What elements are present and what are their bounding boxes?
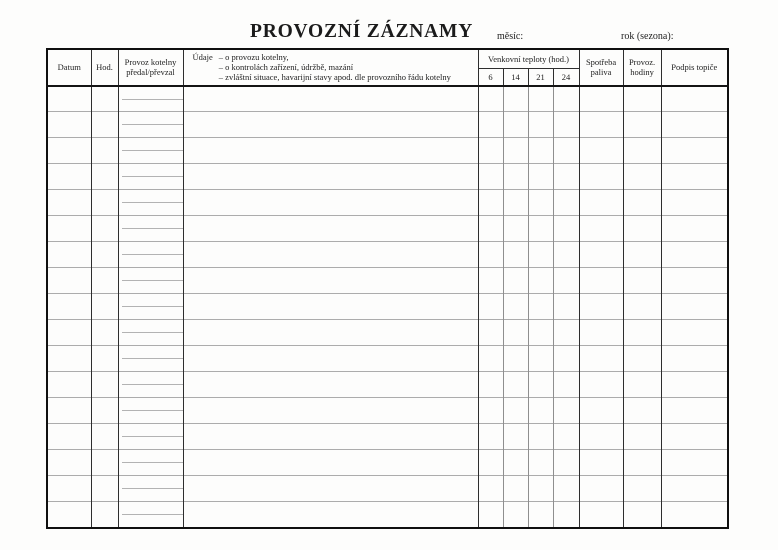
cell-hod bbox=[91, 190, 118, 216]
table-row bbox=[47, 216, 728, 242]
table-row bbox=[47, 320, 728, 346]
cell-datum bbox=[47, 242, 91, 268]
cell-udaje bbox=[183, 138, 478, 164]
cell-temp-21 bbox=[528, 398, 553, 424]
cell-temp-24 bbox=[553, 372, 579, 398]
cell-provoz-hodiny bbox=[623, 190, 661, 216]
cell-provoz bbox=[118, 268, 183, 294]
cell-provoz bbox=[118, 320, 183, 346]
cell-udaje bbox=[183, 294, 478, 320]
cell-podpis bbox=[661, 242, 728, 268]
cell-udaje bbox=[183, 216, 478, 242]
cell-temp-24 bbox=[553, 346, 579, 372]
cell-provoz bbox=[118, 216, 183, 242]
cell-temp-24 bbox=[553, 398, 579, 424]
col-header-spotreba bbox=[579, 49, 623, 86]
cell-temp-6 bbox=[478, 476, 503, 502]
table-row bbox=[47, 502, 728, 528]
cell-provoz bbox=[118, 86, 183, 112]
udaje-item: – o kontrolách zařízení, údržbě, mazání bbox=[218, 62, 354, 73]
cell-temp-24 bbox=[553, 320, 579, 346]
cell-temp-21 bbox=[528, 138, 553, 164]
cell-udaje bbox=[183, 476, 478, 502]
cell-temp-24 bbox=[553, 294, 579, 320]
cell-temp-6 bbox=[478, 242, 503, 268]
cell-temp-6 bbox=[478, 372, 503, 398]
cell-temp-6 bbox=[478, 216, 503, 242]
col-header-provoz-hodiny bbox=[623, 49, 661, 86]
cell-podpis bbox=[661, 450, 728, 476]
col-header-datum: Datum bbox=[47, 49, 91, 86]
cell-datum bbox=[47, 190, 91, 216]
cell-podpis bbox=[661, 190, 728, 216]
col-header-podpis: Podpis topiče bbox=[661, 49, 728, 86]
cell-temp-21 bbox=[528, 372, 553, 398]
cell-provoz bbox=[118, 450, 183, 476]
month-label: měsíc: bbox=[497, 31, 524, 42]
cell-udaje bbox=[183, 242, 478, 268]
table-row bbox=[47, 476, 728, 502]
cell-podpis bbox=[661, 216, 728, 242]
cell-hod bbox=[91, 294, 118, 320]
cell-provoz-hodiny bbox=[623, 320, 661, 346]
cell-temp-21 bbox=[528, 294, 553, 320]
cell-temp-14 bbox=[503, 424, 528, 450]
cell-temp-24 bbox=[553, 164, 579, 190]
cell-datum bbox=[47, 138, 91, 164]
cell-spotreba bbox=[579, 294, 623, 320]
table-row bbox=[47, 242, 728, 268]
cell-provoz bbox=[118, 138, 183, 164]
cell-hod bbox=[91, 450, 118, 476]
cell-spotreba bbox=[579, 450, 623, 476]
cell-hod bbox=[91, 216, 118, 242]
cell-provoz bbox=[118, 372, 183, 398]
cell-temp-24 bbox=[553, 138, 579, 164]
col-header-venkovni-teploty: Venkovní teploty (hod.) bbox=[478, 49, 579, 69]
table-row bbox=[47, 398, 728, 424]
cell-hod bbox=[91, 372, 118, 398]
udaje-header-content bbox=[193, 52, 474, 83]
predal-prevzal-divider bbox=[122, 280, 183, 281]
predal-prevzal-divider bbox=[122, 332, 183, 333]
cell-provoz bbox=[118, 242, 183, 268]
cell-datum bbox=[47, 164, 91, 190]
cell-provoz-hodiny bbox=[623, 398, 661, 424]
cell-temp-6 bbox=[478, 112, 503, 138]
cell-temp-6 bbox=[478, 190, 503, 216]
cell-temp-6 bbox=[478, 398, 503, 424]
cell-podpis bbox=[661, 424, 728, 450]
cell-spotreba bbox=[579, 424, 623, 450]
predal-prevzal-divider bbox=[122, 202, 183, 203]
cell-temp-24 bbox=[553, 86, 579, 112]
col-header-temp-6: 6 bbox=[478, 69, 503, 86]
predal-prevzal-divider bbox=[122, 124, 183, 125]
cell-temp-24 bbox=[553, 502, 579, 528]
udaje-item: – o provozu kotelny, bbox=[218, 52, 289, 62]
cell-temp-21 bbox=[528, 502, 553, 528]
cell-temp-21 bbox=[528, 242, 553, 268]
cell-podpis bbox=[661, 502, 728, 528]
predal-prevzal-divider bbox=[122, 176, 183, 177]
cell-datum bbox=[47, 320, 91, 346]
col-header-temp-21: 21 bbox=[528, 69, 553, 86]
cell-temp-14 bbox=[503, 398, 528, 424]
cell-udaje bbox=[183, 320, 478, 346]
cell-temp-6 bbox=[478, 268, 503, 294]
cell-spotreba bbox=[579, 164, 623, 190]
cell-temp-21 bbox=[528, 476, 553, 502]
cell-podpis bbox=[661, 112, 728, 138]
table-row bbox=[47, 294, 728, 320]
cell-spotreba bbox=[579, 268, 623, 294]
cell-hod bbox=[91, 476, 118, 502]
cell-temp-24 bbox=[553, 424, 579, 450]
cell-podpis bbox=[661, 268, 728, 294]
cell-datum bbox=[47, 268, 91, 294]
predal-prevzal-divider bbox=[122, 488, 183, 489]
cell-temp-6 bbox=[478, 320, 503, 346]
cell-provoz bbox=[118, 346, 183, 372]
cell-temp-6 bbox=[478, 346, 503, 372]
col-header-hod: Hod. bbox=[91, 49, 118, 86]
predal-prevzal-divider bbox=[122, 384, 183, 385]
cell-spotreba bbox=[579, 476, 623, 502]
cell-hod bbox=[91, 268, 118, 294]
cell-podpis bbox=[661, 398, 728, 424]
cell-hod bbox=[91, 502, 118, 528]
cell-spotreba bbox=[579, 320, 623, 346]
cell-spotreba bbox=[579, 138, 623, 164]
cell-temp-14 bbox=[503, 476, 528, 502]
cell-provoz-hodiny bbox=[623, 502, 661, 528]
cell-provoz bbox=[118, 294, 183, 320]
col-header-temp-14: 14 bbox=[503, 69, 528, 86]
cell-spotreba bbox=[579, 502, 623, 528]
predal-prevzal-divider bbox=[122, 410, 183, 411]
cell-temp-14 bbox=[503, 86, 528, 112]
cell-temp-14 bbox=[503, 138, 528, 164]
cell-udaje bbox=[183, 424, 478, 450]
cell-temp-21 bbox=[528, 268, 553, 294]
cell-udaje bbox=[183, 372, 478, 398]
cell-provoz-hodiny bbox=[623, 216, 661, 242]
spotreba-line1: Spotřeba bbox=[585, 57, 617, 68]
cell-provoz-hodiny bbox=[623, 242, 661, 268]
cell-temp-24 bbox=[553, 268, 579, 294]
cell-datum bbox=[47, 86, 91, 112]
predal-prevzal-divider bbox=[122, 228, 183, 229]
cell-provoz-hodiny bbox=[623, 294, 661, 320]
cell-hod bbox=[91, 320, 118, 346]
cell-temp-24 bbox=[553, 216, 579, 242]
cell-temp-14 bbox=[503, 164, 528, 190]
cell-temp-14 bbox=[503, 112, 528, 138]
cell-datum bbox=[47, 450, 91, 476]
cell-temp-21 bbox=[528, 424, 553, 450]
cell-podpis bbox=[661, 320, 728, 346]
cell-temp-24 bbox=[553, 476, 579, 502]
cell-provoz bbox=[118, 398, 183, 424]
cell-temp-6 bbox=[478, 86, 503, 112]
cell-temp-24 bbox=[553, 190, 579, 216]
cell-temp-21 bbox=[528, 320, 553, 346]
cell-provoz bbox=[118, 190, 183, 216]
cell-hod bbox=[91, 138, 118, 164]
cell-datum bbox=[47, 424, 91, 450]
cell-udaje bbox=[183, 190, 478, 216]
cell-temp-14 bbox=[503, 502, 528, 528]
cell-udaje bbox=[183, 398, 478, 424]
cell-temp-6 bbox=[478, 164, 503, 190]
year-label: rok (sezona): bbox=[621, 31, 674, 42]
cell-temp-21 bbox=[528, 190, 553, 216]
table-row bbox=[47, 346, 728, 372]
cell-temp-14 bbox=[503, 320, 528, 346]
cell-hod bbox=[91, 398, 118, 424]
table-row bbox=[47, 86, 728, 112]
cell-temp-6 bbox=[478, 294, 503, 320]
cell-provoz bbox=[118, 502, 183, 528]
cell-datum bbox=[47, 502, 91, 528]
cell-provoz-hodiny bbox=[623, 372, 661, 398]
cell-spotreba bbox=[579, 190, 623, 216]
cell-udaje bbox=[183, 502, 478, 528]
cell-temp-21 bbox=[528, 216, 553, 242]
table-row bbox=[47, 424, 728, 450]
cell-temp-14 bbox=[503, 294, 528, 320]
cell-temp-21 bbox=[528, 450, 553, 476]
cell-temp-14 bbox=[503, 450, 528, 476]
table-row bbox=[47, 190, 728, 216]
cell-datum bbox=[47, 112, 91, 138]
cell-temp-14 bbox=[503, 242, 528, 268]
cell-temp-21 bbox=[528, 164, 553, 190]
udaje-label: Údaje bbox=[192, 52, 213, 62]
records-table bbox=[46, 48, 729, 529]
predal-prevzal-divider bbox=[122, 462, 183, 463]
table-row bbox=[47, 164, 728, 190]
predal-prevzal-divider bbox=[122, 99, 183, 100]
cell-provoz bbox=[118, 476, 183, 502]
cell-provoz-hodiny bbox=[623, 86, 661, 112]
cell-temp-6 bbox=[478, 138, 503, 164]
cell-spotreba bbox=[579, 112, 623, 138]
cell-spotreba bbox=[579, 398, 623, 424]
predal-prevzal-divider bbox=[122, 306, 183, 307]
table-row bbox=[47, 112, 728, 138]
cell-podpis bbox=[661, 476, 728, 502]
cell-spotreba bbox=[579, 372, 623, 398]
cell-podpis bbox=[661, 372, 728, 398]
udaje-items bbox=[219, 52, 451, 83]
cell-udaje bbox=[183, 164, 478, 190]
col-header-temp-24: 24 bbox=[553, 69, 579, 86]
cell-udaje bbox=[183, 268, 478, 294]
col-header-udaje bbox=[183, 49, 478, 86]
cell-provoz bbox=[118, 112, 183, 138]
cell-datum bbox=[47, 216, 91, 242]
cell-udaje bbox=[183, 450, 478, 476]
provoz-kotelny-line2: předal/převzal bbox=[126, 67, 175, 78]
provoz-hodiny-line1: Provoz. bbox=[628, 57, 656, 68]
predal-prevzal-divider bbox=[122, 358, 183, 359]
cell-provoz bbox=[118, 164, 183, 190]
records-table-body bbox=[47, 86, 728, 528]
cell-podpis bbox=[661, 86, 728, 112]
cell-temp-14 bbox=[503, 190, 528, 216]
cell-datum bbox=[47, 398, 91, 424]
spotreba-line2: paliva bbox=[590, 67, 612, 78]
cell-provoz-hodiny bbox=[623, 450, 661, 476]
provoz-hodiny-line2: hodiny bbox=[630, 67, 654, 78]
cell-podpis bbox=[661, 138, 728, 164]
cell-spotreba bbox=[579, 216, 623, 242]
cell-temp-24 bbox=[553, 242, 579, 268]
table-row bbox=[47, 268, 728, 294]
cell-udaje bbox=[183, 346, 478, 372]
cell-hod bbox=[91, 86, 118, 112]
predal-prevzal-divider bbox=[122, 436, 183, 437]
cell-hod bbox=[91, 112, 118, 138]
col-header-provoz-kotelny bbox=[118, 49, 183, 86]
cell-datum bbox=[47, 372, 91, 398]
cell-provoz-hodiny bbox=[623, 424, 661, 450]
cell-spotreba bbox=[579, 242, 623, 268]
cell-hod bbox=[91, 424, 118, 450]
cell-spotreba bbox=[579, 86, 623, 112]
cell-hod bbox=[91, 346, 118, 372]
table-row bbox=[47, 372, 728, 398]
predal-prevzal-divider bbox=[122, 150, 183, 151]
cell-temp-6 bbox=[478, 450, 503, 476]
cell-temp-24 bbox=[553, 112, 579, 138]
cell-hod bbox=[91, 242, 118, 268]
cell-temp-21 bbox=[528, 346, 553, 372]
cell-podpis bbox=[661, 164, 728, 190]
cell-udaje bbox=[183, 112, 478, 138]
page-title: PROVOZNÍ ZÁZNAMY bbox=[250, 21, 474, 42]
cell-temp-14 bbox=[503, 216, 528, 242]
cell-provoz-hodiny bbox=[623, 476, 661, 502]
cell-temp-21 bbox=[528, 86, 553, 112]
cell-temp-14 bbox=[503, 346, 528, 372]
cell-provoz-hodiny bbox=[623, 112, 661, 138]
cell-temp-14 bbox=[503, 372, 528, 398]
cell-datum bbox=[47, 346, 91, 372]
cell-spotreba bbox=[579, 346, 623, 372]
cell-podpis bbox=[661, 346, 728, 372]
table-row bbox=[47, 138, 728, 164]
predal-prevzal-divider bbox=[122, 514, 183, 515]
cell-temp-6 bbox=[478, 424, 503, 450]
cell-provoz-hodiny bbox=[623, 268, 661, 294]
cell-provoz-hodiny bbox=[623, 164, 661, 190]
cell-temp-21 bbox=[528, 112, 553, 138]
cell-temp-24 bbox=[553, 450, 579, 476]
cell-provoz-hodiny bbox=[623, 138, 661, 164]
cell-podpis bbox=[661, 294, 728, 320]
cell-temp-6 bbox=[478, 502, 503, 528]
table-header bbox=[47, 49, 728, 86]
cell-temp-14 bbox=[503, 268, 528, 294]
cell-datum bbox=[47, 294, 91, 320]
cell-provoz bbox=[118, 424, 183, 450]
udaje-item: – zvláštní situace, havarijní stavy apod. dle provozního řádu kotelny bbox=[218, 72, 451, 83]
cell-provoz-hodiny bbox=[623, 346, 661, 372]
cell-udaje bbox=[183, 86, 478, 112]
cell-datum bbox=[47, 476, 91, 502]
predal-prevzal-divider bbox=[122, 254, 183, 255]
provoz-kotelny-line1: Provoz kotelny bbox=[124, 57, 177, 68]
table-row bbox=[47, 450, 728, 476]
cell-hod bbox=[91, 164, 118, 190]
